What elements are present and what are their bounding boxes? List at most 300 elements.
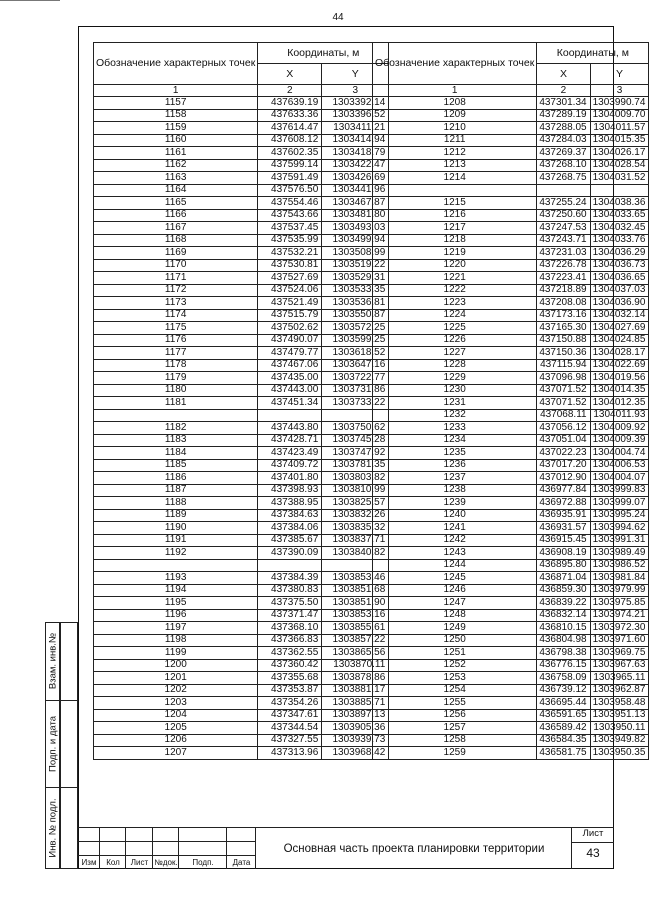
stamp-ndok-label: №док.: [154, 858, 178, 867]
coordinates-header: Координаты, м: [258, 43, 389, 64]
y-coordinate-cell: 1303950.11: [590, 722, 649, 735]
table-row: [373, 622, 649, 635]
x-coordinate-cell: 437524.06: [258, 284, 322, 297]
table-row: [373, 497, 649, 510]
x-coordinate-cell: 437056.12: [537, 422, 590, 435]
y-coordinate-cell: 1303958.48: [590, 697, 649, 710]
point-id-cell: 1200: [94, 659, 258, 672]
point-id-cell: 1224: [373, 309, 537, 322]
table-row: [94, 634, 389, 647]
y-coordinate-cell: 1304009.92: [590, 422, 649, 435]
point-id-cell: 1163: [94, 172, 258, 185]
title-block: [78, 827, 614, 869]
y-coordinate-cell: 1303999.83: [590, 484, 649, 497]
point-id-cell: 1254: [373, 684, 537, 697]
x-coordinate-cell: 437435.00: [258, 372, 322, 385]
x-coordinate-cell: 437537.45: [258, 222, 322, 235]
y-coordinate-cell: 1303897.13: [322, 709, 389, 722]
table-row: [373, 509, 649, 522]
x-coordinate-cell: 437398.93: [258, 484, 322, 497]
y-coordinate-cell: 1304012.35: [590, 397, 649, 410]
x-coordinate-cell: 437467.06: [258, 359, 322, 372]
point-id-cell: 1250: [373, 634, 537, 647]
table-row: [94, 197, 389, 210]
point-id-cell: 1161: [94, 147, 258, 160]
point-id-cell: [94, 409, 258, 422]
x-coordinate-cell: 437366.83: [258, 634, 322, 647]
y-coordinate-cell: 1303835.32: [322, 522, 389, 535]
y-coordinate-cell: 1303950.35: [590, 747, 649, 760]
stamp-data-label: Дата: [232, 858, 251, 867]
x-coordinate-cell: [537, 184, 590, 197]
column-number-2: 2: [537, 85, 590, 97]
table-row: [94, 134, 389, 147]
column-number-3: 3: [322, 85, 389, 97]
y-coordinate-cell: 1304004.07: [590, 472, 649, 485]
y-coordinate-cell: 1303951.13: [590, 709, 649, 722]
x-coordinate-cell: 436758.09: [537, 672, 590, 685]
y-coordinate-cell: 1303986.52: [590, 559, 649, 572]
x-coordinate-cell: 437022.23: [537, 447, 590, 460]
point-id-cell: 1216: [373, 209, 537, 222]
table-row: [94, 584, 389, 597]
point-id-cell: 1241: [373, 522, 537, 535]
y-coordinate-cell: 1303572.25: [322, 322, 389, 335]
table-row: [94, 334, 389, 347]
y-coordinate-cell: 1303968.42: [322, 747, 389, 760]
point-id-cell: 1179: [94, 372, 258, 385]
x-coordinate-cell: 437602.35: [258, 147, 322, 160]
point-id-cell: 1197: [94, 622, 258, 635]
x-coordinate-cell: 437301.34: [537, 97, 590, 110]
y-coordinate-cell: 1304033.76: [590, 234, 649, 247]
y-coordinate-cell: 1303493.03: [322, 222, 389, 235]
point-id-cell: 1240: [373, 509, 537, 522]
table-row: [373, 147, 649, 160]
point-id-cell: 1226: [373, 334, 537, 347]
table-row: [373, 547, 649, 560]
x-coordinate-cell: 437150.36: [537, 347, 590, 360]
y-coordinate-cell: 1304015.35: [590, 134, 649, 147]
table-row: [373, 534, 649, 547]
x-coordinate-cell: 436935.91: [537, 509, 590, 522]
table-row: [94, 459, 389, 472]
x-coordinate-cell: 437173.16: [537, 309, 590, 322]
x-coordinate-cell: 437208.08: [537, 297, 590, 310]
point-id-cell: 1204: [94, 709, 258, 722]
y-coordinate-cell: 1303853.46: [322, 572, 389, 585]
x-coordinate-cell: 437360.42: [258, 659, 322, 672]
point-id-cell: 1189: [94, 509, 258, 522]
y-coordinate-cell: 1303994.62: [590, 522, 649, 535]
x-coordinate-cell: 437384.06: [258, 522, 322, 535]
column-number-1: 1: [94, 85, 258, 97]
table-row: [94, 747, 389, 760]
x-header: X: [537, 64, 590, 85]
table-row: [373, 372, 649, 385]
x-coordinate-cell: 436908.19: [537, 547, 590, 560]
table-row: [373, 134, 649, 147]
table-row: [94, 259, 389, 272]
point-id-cell: 1232: [373, 409, 537, 422]
y-coordinate-cell: 1303519.22: [322, 259, 389, 272]
x-coordinate-cell: 437599.14: [258, 159, 322, 172]
table-row: [94, 272, 389, 285]
x-coordinate-cell: 437344.54: [258, 722, 322, 735]
x-coordinate-cell: 436895.80: [537, 559, 590, 572]
x-coordinate-cell: 437012.90: [537, 472, 590, 485]
point-id-cell: 1168: [94, 234, 258, 247]
y-coordinate-cell: 1303857.22: [322, 634, 389, 647]
y-coordinate-cell: 1303851.90: [322, 597, 389, 610]
y-coordinate-cell: 1303508.99: [322, 247, 389, 260]
y-coordinate-cell: 1304032.45: [590, 222, 649, 235]
table-row: [373, 572, 649, 585]
x-coordinate-cell: 436695.44: [537, 697, 590, 710]
table-row: [373, 309, 649, 322]
y-coordinate-cell: 1303965.11: [590, 672, 649, 685]
table-row: [373, 259, 649, 272]
point-id-cell: 1201: [94, 672, 258, 685]
point-id-cell: 1256: [373, 709, 537, 722]
side-stamp: [45, 622, 78, 869]
y-coordinate-cell: 1303865.56: [322, 647, 389, 660]
x-coordinate-cell: 437368.10: [258, 622, 322, 635]
y-coordinate-cell: 1303990.74: [590, 97, 649, 110]
point-id-cell: 1245: [373, 572, 537, 585]
table-row: [94, 109, 389, 122]
coordinates-header: Координаты, м: [537, 43, 649, 64]
point-id-cell: 1238: [373, 484, 537, 497]
y-coordinate-cell: 1303414.94: [322, 134, 389, 147]
point-id-cell: 1180: [94, 384, 258, 397]
y-coordinate-cell: 1303396.52: [322, 109, 389, 122]
y-coordinate-cell: 1304028.54: [590, 159, 649, 172]
table-row: [94, 409, 389, 422]
point-id-cell: 1212: [373, 147, 537, 160]
point-id-cell: 1205: [94, 722, 258, 735]
x-coordinate-cell: 437443.80: [258, 422, 322, 435]
x-coordinate-cell: 437409.72: [258, 459, 322, 472]
point-id-cell: 1196: [94, 609, 258, 622]
point-id-cell: 1229: [373, 372, 537, 385]
point-id-cell: 1186: [94, 472, 258, 485]
table-row: [94, 547, 389, 560]
y-coordinate-cell: 1303905.36: [322, 722, 389, 735]
y-coordinate-cell: 1303870.11: [322, 659, 389, 672]
y-coordinate-cell: 1303599.25: [322, 334, 389, 347]
point-id-cell: 1182: [94, 422, 258, 435]
x-coordinate-cell: 437096.98: [537, 372, 590, 385]
table-row: [373, 272, 649, 285]
document-title: Основная часть проекта планировки территории: [283, 843, 545, 855]
y-coordinate-cell: 1304009.39: [590, 434, 649, 447]
table-row: [94, 434, 389, 447]
point-id-cell: 1162: [94, 159, 258, 172]
point-id-cell: 1190: [94, 522, 258, 535]
table-row: [94, 384, 389, 397]
coordinates-table-left: [93, 42, 389, 760]
point-id-cell: 1207: [94, 747, 258, 760]
table-row: [373, 222, 649, 235]
table-row: [94, 209, 389, 222]
point-id-cell: 1258: [373, 734, 537, 747]
table-row: [94, 572, 389, 585]
x-coordinate-cell: 437255.24: [537, 197, 590, 210]
x-coordinate-cell: 437390.09: [258, 547, 322, 560]
x-coordinate-cell: 437401.80: [258, 472, 322, 485]
point-id-cell: 1217: [373, 222, 537, 235]
x-coordinate-cell: 436915.45: [537, 534, 590, 547]
x-coordinate-cell: 437250.60: [537, 209, 590, 222]
table-row: [94, 684, 389, 697]
point-id-cell: 1220: [373, 259, 537, 272]
y-coordinate-cell: 1304027.69: [590, 322, 649, 335]
x-coordinate-cell: 437223.41: [537, 272, 590, 285]
x-coordinate-cell: 436839.22: [537, 597, 590, 610]
y-coordinate-cell: 1303967.63: [590, 659, 649, 672]
x-coordinate-cell: 437614.47: [258, 122, 322, 135]
point-id-cell: 1198: [94, 634, 258, 647]
x-coordinate-cell: 436977.84: [537, 484, 590, 497]
x-coordinate-cell: 436776.15: [537, 659, 590, 672]
table-row: [94, 622, 389, 635]
y-coordinate-cell: 1303975.85: [590, 597, 649, 610]
table-row: [373, 559, 649, 572]
point-id-cell: 1173: [94, 297, 258, 310]
point-id-cell: 1167: [94, 222, 258, 235]
point-id-cell: 1234: [373, 434, 537, 447]
y-coordinate-cell: 1304006.53: [590, 459, 649, 472]
y-coordinate-cell: 1303995.24: [590, 509, 649, 522]
table-row: [94, 122, 389, 135]
point-id-cell: 1183: [94, 434, 258, 447]
sheet-number: 43: [586, 846, 600, 860]
column-number-1: 1: [373, 85, 537, 97]
point-id-cell: 1158: [94, 109, 258, 122]
x-coordinate-cell: 437327.55: [258, 734, 322, 747]
point-id-cell: 1187: [94, 484, 258, 497]
point-id-cell: 1159: [94, 122, 258, 135]
point-id-cell: 1191: [94, 534, 258, 547]
x-coordinate-cell: 437639.19: [258, 97, 322, 110]
x-coordinate-cell: 437218.89: [537, 284, 590, 297]
x-coordinate-cell: 437385.67: [258, 534, 322, 547]
y-coordinate-cell: 1304036.29: [590, 247, 649, 260]
x-coordinate-cell: 437017.20: [537, 459, 590, 472]
table-row: [373, 322, 649, 335]
table-row: [94, 97, 389, 110]
x-coordinate-cell: 437268.75: [537, 172, 590, 185]
page-number: 44: [332, 12, 344, 23]
table-row: [94, 734, 389, 747]
y-coordinate-cell: [590, 184, 649, 197]
x-coordinate-cell: 437288.05: [537, 122, 590, 135]
table-row: [373, 634, 649, 647]
point-id-cell: 1223: [373, 297, 537, 310]
point-id-cell: 1246: [373, 584, 537, 597]
table-row: [373, 334, 649, 347]
y-coordinate-cell: 1304033.65: [590, 209, 649, 222]
point-id-cell: 1222: [373, 284, 537, 297]
table-row: [373, 284, 649, 297]
y-coordinate-cell: 1303722.77: [322, 372, 389, 385]
designation-header: Обозначение характерных точек: [373, 43, 537, 85]
point-id-cell: 1178: [94, 359, 258, 372]
point-id-cell: 1228: [373, 359, 537, 372]
y-coordinate-cell: 1303481.80: [322, 209, 389, 222]
y-coordinate-cell: 1303747.92: [322, 447, 389, 460]
y-coordinate-cell: 1303536.81: [322, 297, 389, 310]
point-id-cell: 1239: [373, 497, 537, 510]
table-row: [373, 747, 649, 760]
y-header: Y: [590, 64, 649, 85]
x-coordinate-cell: 437527.69: [258, 272, 322, 285]
point-id-cell: 1208: [373, 97, 537, 110]
table-row: [373, 597, 649, 610]
table-row: [94, 147, 389, 160]
table-row: [94, 422, 389, 435]
point-id-cell: 1211: [373, 134, 537, 147]
x-coordinate-cell: 437226.78: [537, 259, 590, 272]
y-coordinate-cell: 1303885.71: [322, 697, 389, 710]
x-coordinate-cell: 437268.10: [537, 159, 590, 172]
y-coordinate-cell: 1303781.35: [322, 459, 389, 472]
x-coordinate-cell: 437313.96: [258, 747, 322, 760]
y-coordinate-cell: 1304037.03: [590, 284, 649, 297]
x-coordinate-cell: 437289.19: [537, 109, 590, 122]
x-coordinate-cell: 437608.12: [258, 134, 322, 147]
point-id-cell: 1192: [94, 547, 258, 560]
table-row: [373, 209, 649, 222]
y-coordinate-cell: 1303422.47: [322, 159, 389, 172]
stamp-podp-label: Подп.: [192, 858, 214, 867]
point-id-cell: 1255: [373, 697, 537, 710]
y-coordinate-cell: 1304022.69: [590, 359, 649, 372]
y-coordinate-cell: 1304004.74: [590, 447, 649, 460]
point-id-cell: 1237: [373, 472, 537, 485]
x-coordinate-cell: 437576.50: [258, 184, 322, 197]
x-coordinate-cell: 437384.63: [258, 509, 322, 522]
table-row: [94, 372, 389, 385]
x-coordinate-cell: 437515.79: [258, 309, 322, 322]
point-id-cell: 1253: [373, 672, 537, 685]
table-row: [373, 122, 649, 135]
point-id-cell: 1188: [94, 497, 258, 510]
table-row: [373, 359, 649, 372]
inv-podl-label: Инв. № подл.: [47, 797, 58, 858]
x-coordinate-cell: 437150.88: [537, 334, 590, 347]
point-id-cell: 1202: [94, 684, 258, 697]
point-id-cell: 1174: [94, 309, 258, 322]
point-id-cell: 1170: [94, 259, 258, 272]
table-row: [373, 697, 649, 710]
point-id-cell: 1209: [373, 109, 537, 122]
podp-data-label: Подп. и дата: [47, 715, 58, 772]
sheet-label: Лист: [582, 828, 604, 839]
point-id-cell: 1169: [94, 247, 258, 260]
y-coordinate-cell: 1303441.96: [322, 184, 389, 197]
y-coordinate-cell: 1303972.30: [590, 622, 649, 635]
x-coordinate-cell: 436804.98: [537, 634, 590, 647]
x-coordinate-cell: 437375.50: [258, 597, 322, 610]
x-coordinate-cell: 437535.99: [258, 234, 322, 247]
x-coordinate-cell: 437451.34: [258, 397, 322, 410]
table-row: [94, 522, 389, 535]
x-coordinate-cell: 437284.03: [537, 134, 590, 147]
table-row: [94, 597, 389, 610]
point-id-cell: 1165: [94, 197, 258, 210]
y-coordinate-cell: 1303467.87: [322, 197, 389, 210]
point-id-cell: 1166: [94, 209, 258, 222]
table-row: [373, 197, 649, 210]
point-id-cell: 1252: [373, 659, 537, 672]
table-row: [373, 734, 649, 747]
point-id-cell: 1160: [94, 134, 258, 147]
y-coordinate-cell: 1303999.07: [590, 497, 649, 510]
y-coordinate-cell: 1303855.61: [322, 622, 389, 635]
point-id-cell: 1157: [94, 97, 258, 110]
x-coordinate-cell: 437347.61: [258, 709, 322, 722]
x-coordinate-cell: 436931.57: [537, 522, 590, 535]
x-coordinate-cell: 437502.62: [258, 322, 322, 335]
point-id-cell: 1249: [373, 622, 537, 635]
table-row: [94, 559, 389, 572]
point-id-cell: 1175: [94, 322, 258, 335]
y-coordinate-cell: 1304026.17: [590, 147, 649, 160]
x-coordinate-cell: 437354.26: [258, 697, 322, 710]
y-coordinate-cell: 1303837.71: [322, 534, 389, 547]
point-id-cell: 1214: [373, 172, 537, 185]
x-coordinate-cell: 437165.30: [537, 322, 590, 335]
point-id-cell: 1236: [373, 459, 537, 472]
y-coordinate-cell: 1304024.85: [590, 334, 649, 347]
table-row: [373, 447, 649, 460]
x-coordinate-cell: 437353.87: [258, 684, 322, 697]
table-row: [94, 359, 389, 372]
y-coordinate-cell: 1303803.82: [322, 472, 389, 485]
y-coordinate-cell: 1303418.79: [322, 147, 389, 160]
table-row: [94, 647, 389, 660]
x-coordinate-cell: 437591.49: [258, 172, 322, 185]
x-coordinate-cell: 437243.71: [537, 234, 590, 247]
point-id-cell: 1195: [94, 597, 258, 610]
point-id-cell: [373, 184, 537, 197]
x-coordinate-cell: 436591.65: [537, 709, 590, 722]
x-coordinate-cell: 437247.53: [537, 222, 590, 235]
point-id-cell: 1243: [373, 547, 537, 560]
y-coordinate-cell: 1303426.69: [322, 172, 389, 185]
point-id-cell: 1257: [373, 722, 537, 735]
column-number-3: 3: [590, 85, 649, 97]
point-id-cell: 1164: [94, 184, 258, 197]
point-id-cell: 1233: [373, 422, 537, 435]
x-coordinate-cell: 437380.83: [258, 584, 322, 597]
y-coordinate-cell: 1303411.21: [322, 122, 389, 135]
point-id-cell: 1194: [94, 584, 258, 597]
y-coordinate-cell: 1303825.57: [322, 497, 389, 510]
x-coordinate-cell: 437554.46: [258, 197, 322, 210]
table-row: [373, 159, 649, 172]
x-coordinate-cell: 437362.55: [258, 647, 322, 660]
table-row: [373, 172, 649, 185]
y-coordinate-cell: 1304028.17: [590, 347, 649, 360]
table-row: [94, 672, 389, 685]
table-row: [373, 184, 649, 197]
vzam-inv-label: Взам. инв.№: [47, 632, 58, 690]
y-coordinate-cell: 1303962.87: [590, 684, 649, 697]
y-coordinate-cell: 1303878.86: [322, 672, 389, 685]
